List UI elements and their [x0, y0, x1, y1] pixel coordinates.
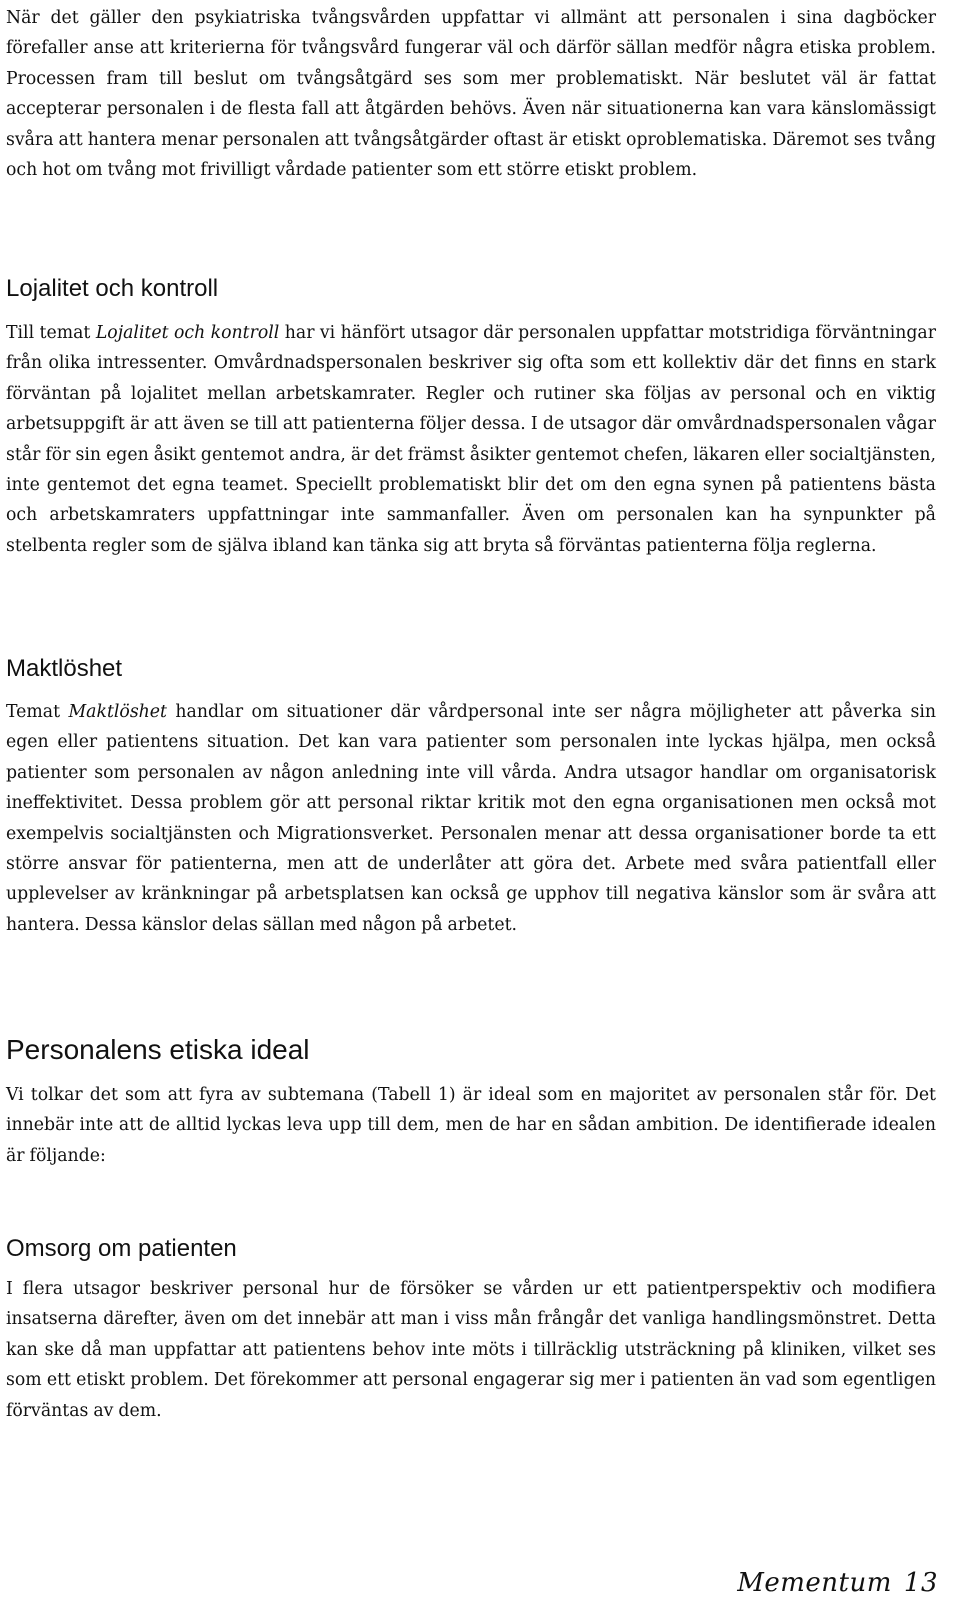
page-number: 13: [903, 1568, 938, 1598]
page-footer: [737, 1568, 938, 1598]
maktloshet-text: handlar om situationer där vårdpersonal inte ser några möjligheter att påverka sin egen eller patientens situation. Det kan vara patienter som personalen inte lyckas hjälpa, men också patienter som personalen av någon anledning inte vill vårda. Andra utsagor handlar om organisatorisk ineffektivitet. Dessa problem gör att personal riktar kritik mot den egna organisationen men också mot exempelvis socialtjänsten och Migrationsverket. Personalen menar att dessa organisationer borde ta ett större ansvar för patienterna, men att de underlåter att göra det. Arbete med svåra patientfall eller upplevelser av kränkningar på arbetsplatsen kan också ge upphov till negativa känslor som är svåra att hantera. Dessa känslor delas sällan med någon på arbetet.: [6, 702, 936, 935]
section-heading-maktloshet: Maktlöshet: [6, 655, 123, 682]
section-heading-ideal: Personalens etiska ideal: [6, 1034, 310, 1065]
journal-title: Mementum: [737, 1568, 892, 1598]
lojalitet-lead: Till temat: [6, 323, 96, 343]
intro-paragraph: När det gäller den psykiatriska tvångsvården uppfattar vi allmänt att personalen i sina dagböcker förefaller anse att kriterierna för tvångsvård fungerar väl och därför sällan medför några etiska problem. Processen fram till beslut om tvångsåtgärd ses som mer problematiskt. När beslutet väl är fattat accepterar personalen i de flesta fall att åtgärden behövs. Även när situationerna kan vara känslomässigt svåra att hantera menar personalen att tvångsåtgärder oftast är etiskt oproblematiska. Däremot ses tvång och hot om tvång mot frivilligt vårdade patienter som ett större etiskt problem.: [6, 8, 936, 181]
section-heading-lojalitet: Lojalitet och kontroll: [6, 275, 219, 302]
ideal-paragraph: Vi tolkar det som att fyra av subtemana (Tabell 1) är ideal som en majoritet av personalen står för. Det innebär inte att de alltid lyckas leva upp till dem, men de har en sådan ambition. De identifierade idealen är följande:: [6, 1085, 936, 1166]
lojalitet-paragraph: [6, 318, 936, 561]
maktloshet-term: Maktlöshet: [68, 702, 167, 722]
maktloshet-paragraph: [6, 697, 936, 940]
maktloshet-lead: Temat: [6, 702, 69, 722]
lojalitet-term: Lojalitet och kontroll: [95, 323, 280, 343]
omsorg-paragraph: I flera utsagor beskriver personal hur de försöker se vården ur ett patientperspektiv och modifiera insatserna därefter, även om det innebär att man i viss mån frångår det vanliga handlingsmönstret. Detta kan ske då man uppfattar att patientens behov inte möts i tillräcklig utsträckning på kliniken, vilket ses som ett etiskt problem. Det förekommer att personal engagerar sig mer i patienten än vad som egentligen förväntas av dem.: [6, 1279, 936, 1421]
section-heading-omsorg: Omsorg om patienten: [6, 1235, 237, 1262]
lojalitet-text: har vi hänfört utsagor där personalen uppfattar motstridiga förväntningar från olika intressenter. Omvårdnadspersonalen beskriver sig ofta som ett kollektiv där det finns en stark förväntan på lojalitet mellan arbetskamrater. Regler och rutiner ska följas av personal och en viktig arbetsuppgift är att även se till att patienterna följer dessa. I de utsagor där omvårdnadspersonalen vågar står för sin egen åsikt gentemot andra, är det främst åsikter gentemot chefen, läkaren eller socialtjänsten, inte gentemot det egna teamet. Speciellt problematiskt blir det om den egna synen på patientens bästa och arbetskamraters uppfattningar inte sammanfaller. Även om personalen kan ha synpunkter på stelbenta regler som de själva ibland kan tänka sig att bryta så förväntas patienterna följa reglerna.: [6, 323, 936, 556]
